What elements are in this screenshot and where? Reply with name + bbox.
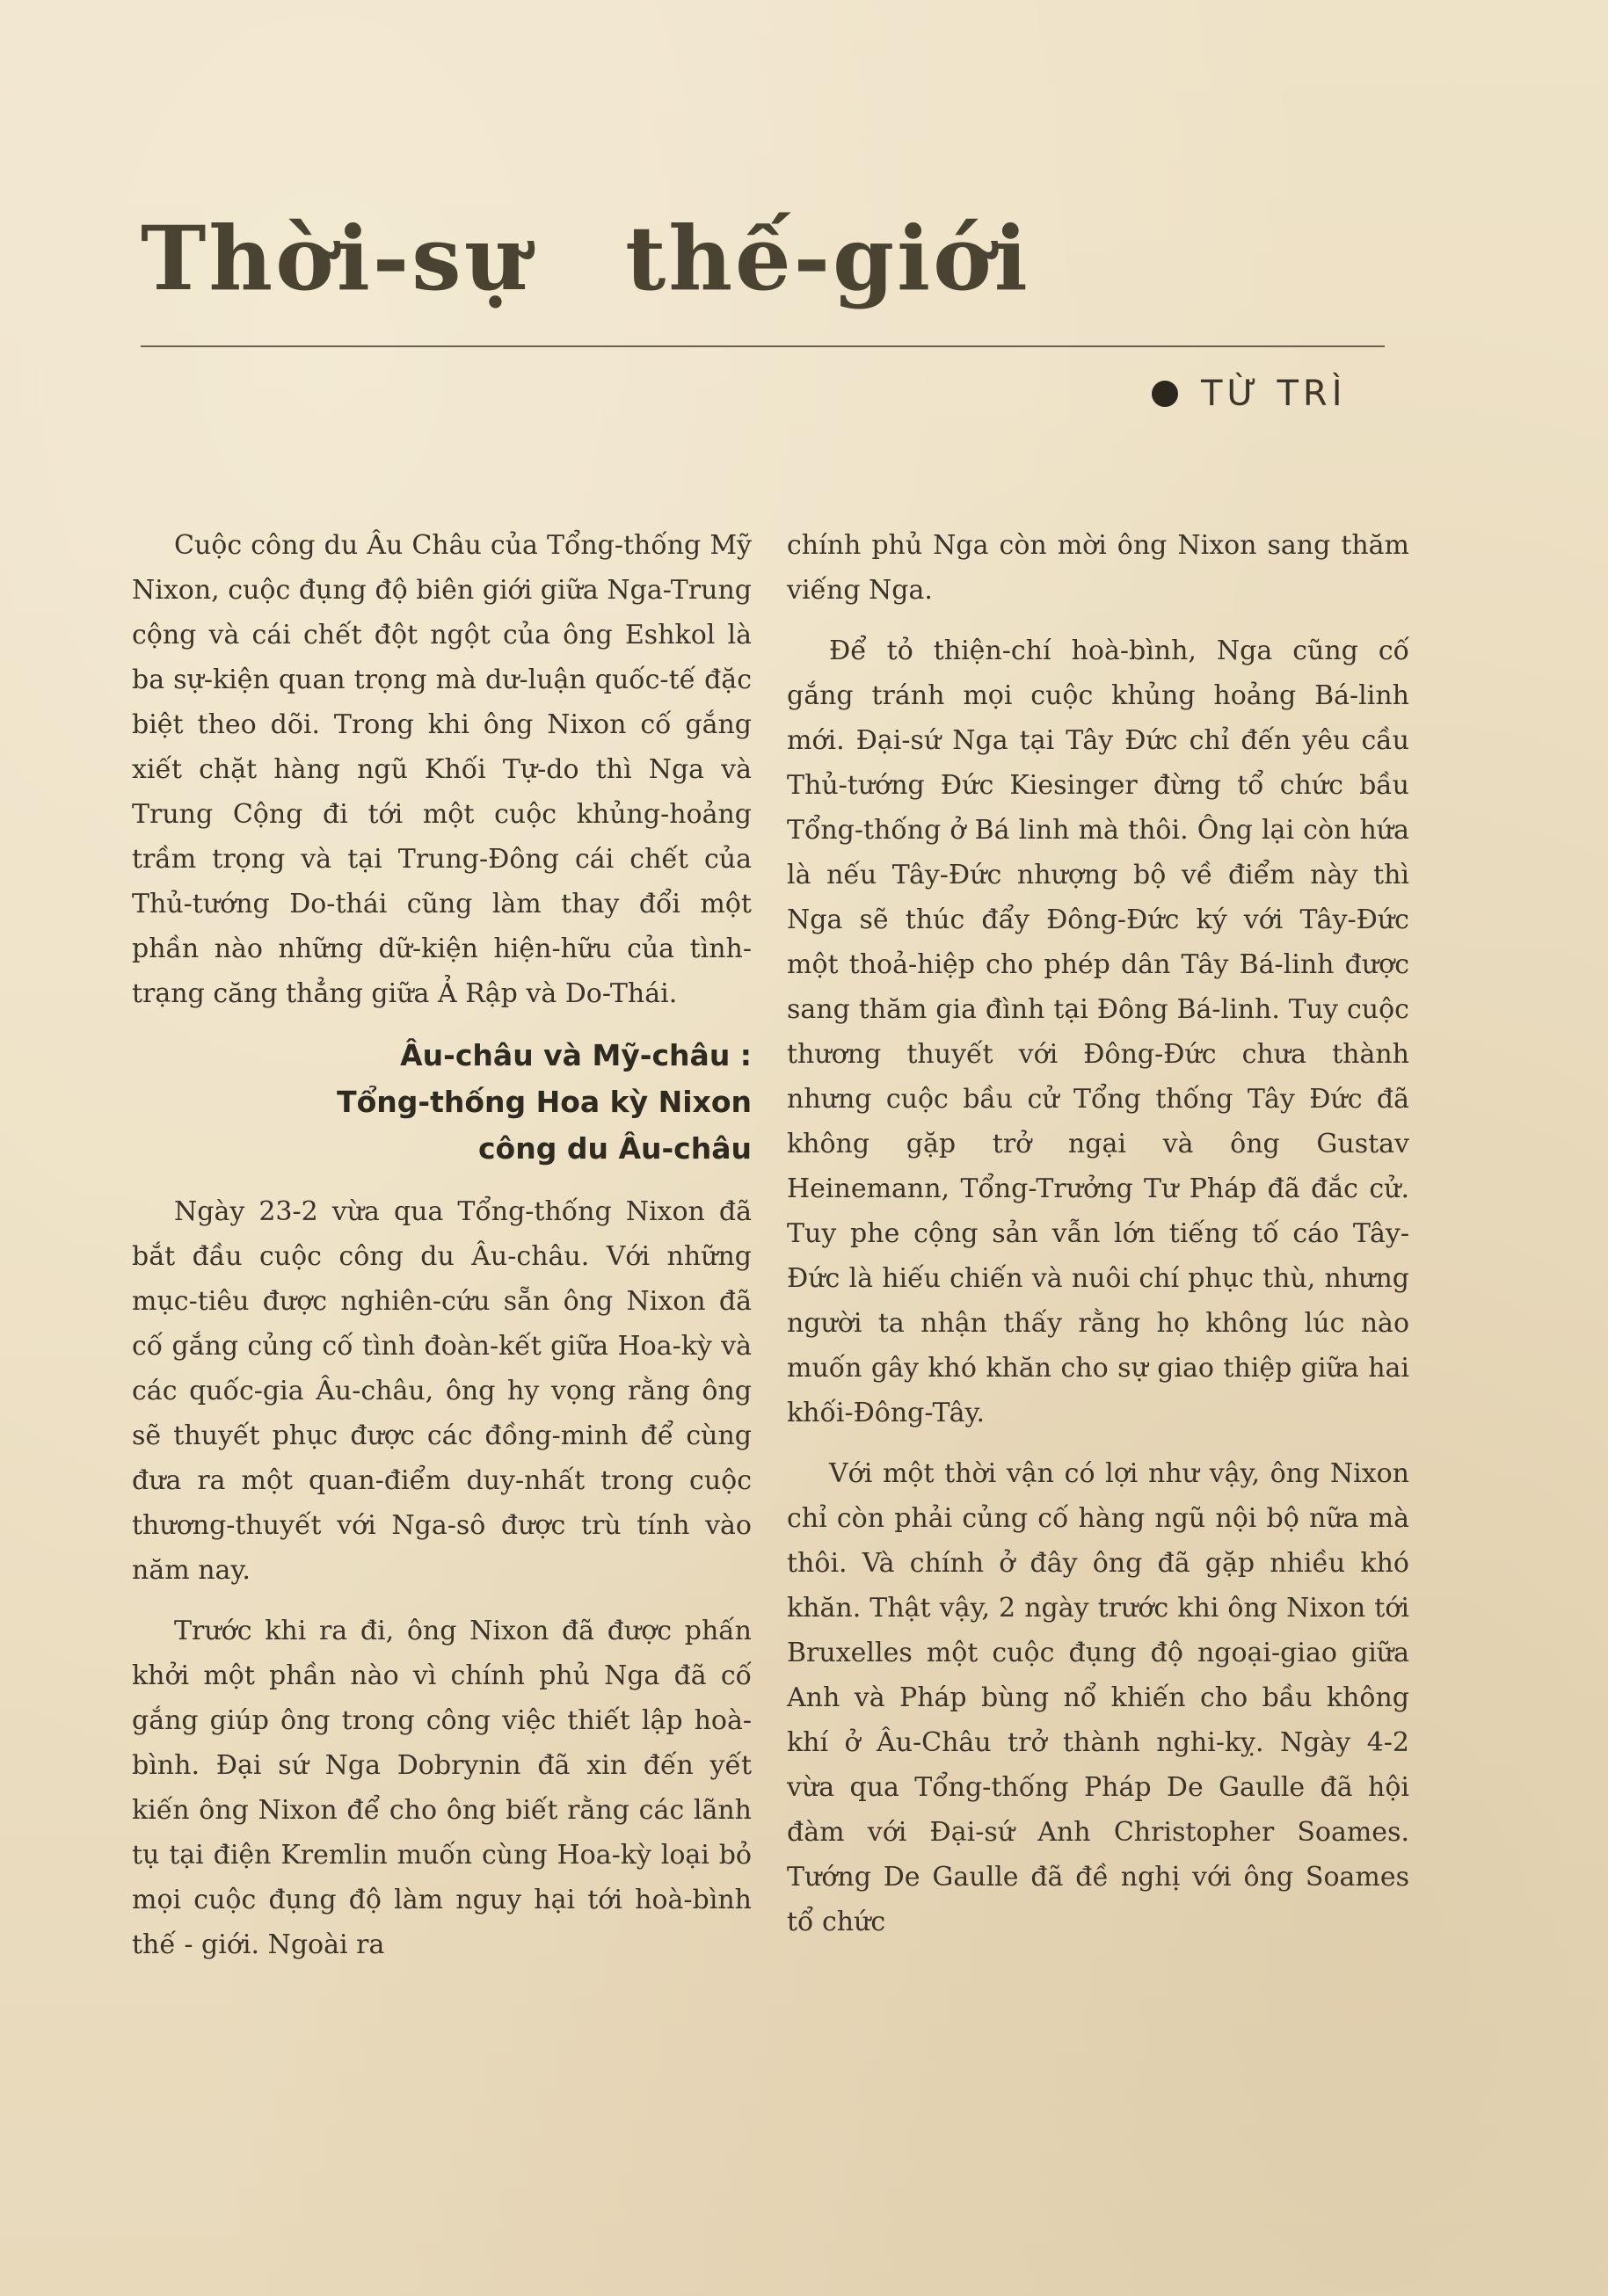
body-paragraph: Với một thời vận có lợi như vậy, ông Nixon chỉ còn phải củng cố hàng ngũ nội bộ nữa mà thôi. Và chính ở đây ông đã gặp nhiều khó khăn. Thật vậy, 2 ngày trước khi ông Nixon tới Bruxelles một cuộc đụng độ ngoại-giao giữa Anh và Pháp bùng nổ khiến cho bầu không khí ở Âu-Châu trở thành nghi-kỵ. Ngày 4-2 vừa qua Tổng-thống Pháp De Gaulle đã hội đàm với Đại-sứ Anh Christopher Soames. Tướng De Gaulle đã đề nghị với ông Soames tổ chức <box>787 1458 1409 1937</box>
page-title: Thời-sự thế-giới <box>141 207 1030 310</box>
continued-paragraph: chính phủ Nga còn mời ông Nixon sang thăm viếng Nga. <box>787 530 1409 606</box>
body-paragraph: Trước khi ra đi, ông Nixon đã được phấn khởi một phần nào vì chính phủ Nga đã cố gắng giúp ông trong công việc thiết lập hoà-bình. Đại sứ Nga Dobrynin đã xin đến yết kiến ông Nixon để cho ông biết rằng các lãnh tụ tại điện Kremlin muốn cùng Hoa-kỳ loại bỏ mọi cuộc đụng độ làm nguy hại tới hoà-bình thế - giới. Ngoài ra <box>132 1616 752 1960</box>
left-column <box>132 523 752 1983</box>
intro-paragraph: Cuộc công du Âu Châu của Tổng-thống Mỹ Nixon, cuộc đụng độ biên giới giữa Nga-Trung cộng và cái chết đột ngột của ông Eshkol là ba sự-kiện quan trọng mà dư-luận quốc-tế đặc biệt theo dõi. Trong khi ông Nixon cố gắng xiết chặt hàng ngũ Khối Tự-do thì Nga và Trung Cộng đi tới một cuộc khủng-hoảng trầm trọng và tại Trung-Đông cái chết của Thủ-tướng Do-thái cũng làm thay đổi một phần nào những dữ-kiện hiện-hữu của tình-trạng căng thẳng giữa Ả Rập và Do-Thái. <box>132 530 752 1009</box>
author-name: TỪ TRÌ <box>1201 374 1347 414</box>
section-heading-line-1: Âu-châu và Mỹ-châu : <box>400 1038 752 1072</box>
body-paragraph: Ngày 23-2 vừa qua Tổng-thống Nixon đã bắt đầu cuộc công du Âu-châu. Với những mục-tiêu được nghiên-cứu sẵn ông Nixon đã cố gắng củng cố tình đoàn-kết giữa Hoa-kỳ và các quốc-gia Âu-châu, ông hy vọng rằng ông sẽ thuyết phục được các đồng-minh để cùng đưa ra một quan-điểm duy-nhất trong cuộc thương-thuyết với Nga-sô được trù tính vào năm nay. <box>132 1196 752 1586</box>
author-byline <box>1152 374 1347 414</box>
bullet-icon <box>1152 381 1178 407</box>
section-heading <box>132 1032 752 1172</box>
body-paragraph: Để tỏ thiện-chí hoà-bình, Nga cũng cố gắng tránh mọi cuộc khủng hoảng Bá-linh mới. Đại-sứ Nga tại Tây Đức chỉ đến yêu cầu Thủ-tướng Đức Kiesinger đừng tổ chức bầu Tổng-thống ở Bá linh mà thôi. Ông lại còn hứa là nếu Tây-Đức nhượng bộ về điểm này thì Nga sẽ thúc đẩy Đông-Đức ký với Tây-Đức một thoả-hiệp cho phép dân Tây Bá-linh được sang thăm gia đình tại Đông Bá-linh. Tuy cuộc thương thuyết với Đông-Đức chưa thành nhưng cuộc bầu cử Tổng thống Tây Đức đã không gặp trở ngại và ông Gustav Heinemann, Tổng-Trưởng Tư Pháp đã đắc cử. Tuy phe cộng sản vẫn lớn tiếng tố cáo Tây-Đức là hiếu chiến và nuôi chí phục thù, nhưng người ta nhận thấy rằng họ không lúc nào muốn gây khó khăn cho sự giao thiệp giữa hai khối-Đông-Tây. <box>787 636 1409 1428</box>
title-divider <box>141 345 1385 347</box>
right-column <box>787 523 1409 1960</box>
section-heading-line-2: Tổng-thống Hoa kỳ Nixon <box>337 1085 752 1119</box>
section-heading-line-3: công du Âu-châu <box>478 1131 752 1166</box>
